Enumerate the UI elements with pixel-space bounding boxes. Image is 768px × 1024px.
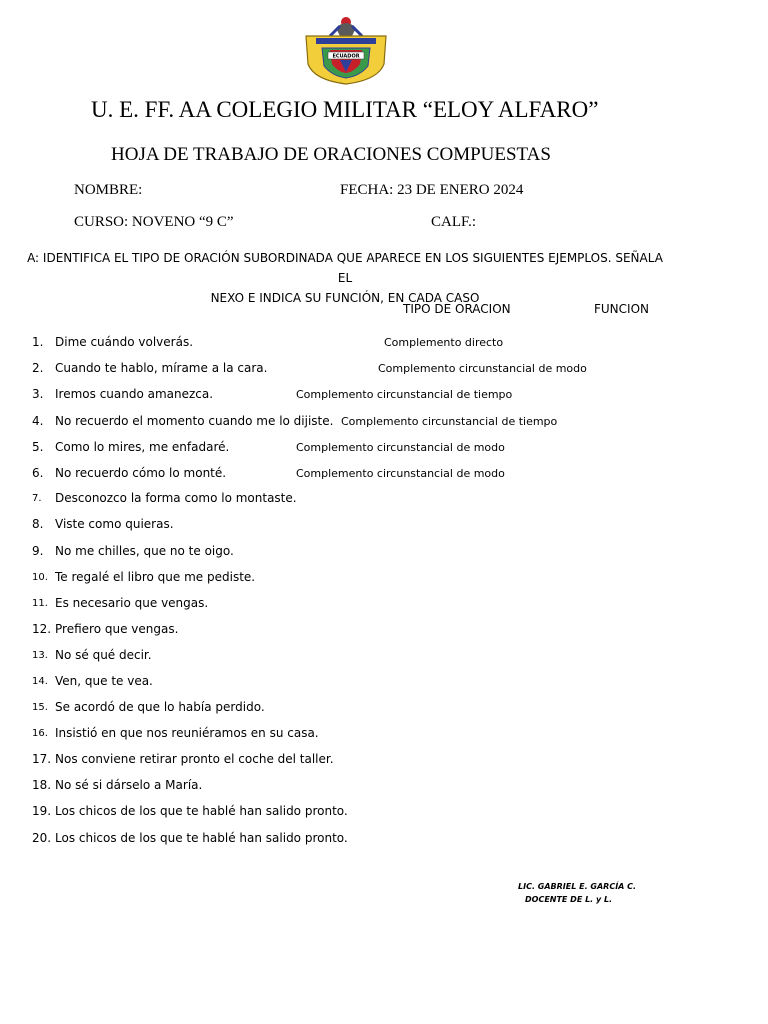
logo-text: ECUADOR: [332, 53, 360, 60]
instructions: [20, 248, 670, 308]
item-answer: Complemento circunstancial de tiempo: [341, 415, 558, 428]
item-answer: Complemento circunstancial de modo: [296, 467, 505, 480]
item-answer: Complemento directo: [384, 336, 504, 349]
sheet-title: HOJA DE TRABAJO DE ORACIONES COMPUESTAS: [111, 144, 551, 165]
item-answer: Complemento circunstancial de modo: [378, 362, 587, 375]
item-sentence: No sé qué decir.: [55, 648, 152, 662]
nombre-label: NOMBRE:: [74, 182, 143, 198]
item-number: 6.: [32, 466, 44, 480]
item-number: 16.: [32, 728, 48, 739]
calf-label: CALF.:: [431, 214, 477, 230]
item-sentence: Nos conviene retirar pronto el coche del taller.: [55, 752, 334, 766]
item-number: 19.: [32, 804, 52, 818]
item-sentence: Como lo mires, me enfadaré.: [55, 440, 230, 454]
item-sentence: Te regalé el libro que me pediste.: [55, 570, 256, 584]
item-number: 5.: [32, 440, 44, 454]
item-sentence: Se acordó de que lo había perdido.: [55, 700, 265, 714]
item-number: 15.: [32, 702, 48, 713]
item-sentence: No sé si dárselo a María.: [55, 778, 203, 792]
item-sentence: Los chicos de los que te hablé han salido pronto.: [55, 831, 348, 845]
item-sentence: Es necesario que vengas.: [55, 596, 209, 610]
signature-role: DOCENTE DE L. y L.: [525, 895, 613, 904]
item-number: 18.: [32, 778, 52, 792]
item-number: 1.: [32, 335, 44, 349]
item-sentence: Insistió en que nos reuniéramos en su casa.: [55, 726, 319, 740]
item-sentence: No me chilles, que no te oigo.: [55, 544, 234, 558]
school-crest-icon: [300, 14, 392, 86]
fecha-label: FECHA: 23 DE ENERO 2024: [340, 182, 524, 198]
item-sentence: Desconozco la forma como lo montaste.: [55, 491, 297, 505]
item-sentence: Prefiero que vengas.: [55, 622, 179, 636]
column-header-tipo: TIPO DE ORACION: [403, 302, 511, 316]
item-number: 14.: [32, 676, 48, 687]
school-title: U. E. FF. AA COLEGIO MILITAR “ELOY ALFARO”: [91, 97, 599, 122]
item-number: 11.: [32, 598, 48, 609]
item-number: 20.: [32, 831, 52, 845]
item-sentence: Cuando te hablo, mírame a la cara.: [55, 361, 268, 375]
item-sentence: Viste como quieras.: [55, 517, 174, 531]
instructions-line-2: NEXO E INDICA SU FUNCIÓN, EN CADA CASO: [210, 291, 480, 305]
column-header-funcion: FUNCION: [594, 302, 650, 316]
item-number: 4.: [32, 414, 44, 428]
item-sentence: No recuerdo el momento cuando me lo dijiste.: [55, 414, 334, 428]
curso-label: CURSO: NOVENO “9 C”: [74, 214, 234, 230]
item-sentence: No recuerdo cómo lo monté.: [55, 466, 227, 480]
item-answer: Complemento circunstancial de modo: [296, 441, 505, 454]
signature-name: LIC. GABRIEL E. GARCÍA C.: [518, 882, 637, 891]
instructions-line-1: A: IDENTIFICA EL TIPO DE ORACIÓN SUBORDINADA QUE APARECE EN LOS SIGUIENTES EJEMPLOS. SEÑALA EL: [27, 251, 663, 285]
item-number: 8.: [32, 517, 44, 531]
item-sentence: Iremos cuando amanezca.: [55, 387, 214, 401]
item-sentence: Dime cuándo volverás.: [55, 335, 194, 349]
item-answer: Complemento circunstancial de tiempo: [296, 388, 513, 401]
item-number: 17.: [32, 752, 52, 766]
item-number: 10.: [32, 572, 48, 583]
item-number: 12.: [32, 622, 52, 636]
item-number: 7.: [32, 493, 42, 504]
item-number: 9.: [32, 544, 44, 558]
item-number: 13.: [32, 650, 48, 661]
item-sentence: Ven, que te vea.: [55, 674, 153, 688]
item-number: 2.: [32, 361, 44, 375]
item-number: 3.: [32, 387, 44, 401]
item-sentence: Los chicos de los que te hablé han salido pronto.: [55, 804, 348, 818]
